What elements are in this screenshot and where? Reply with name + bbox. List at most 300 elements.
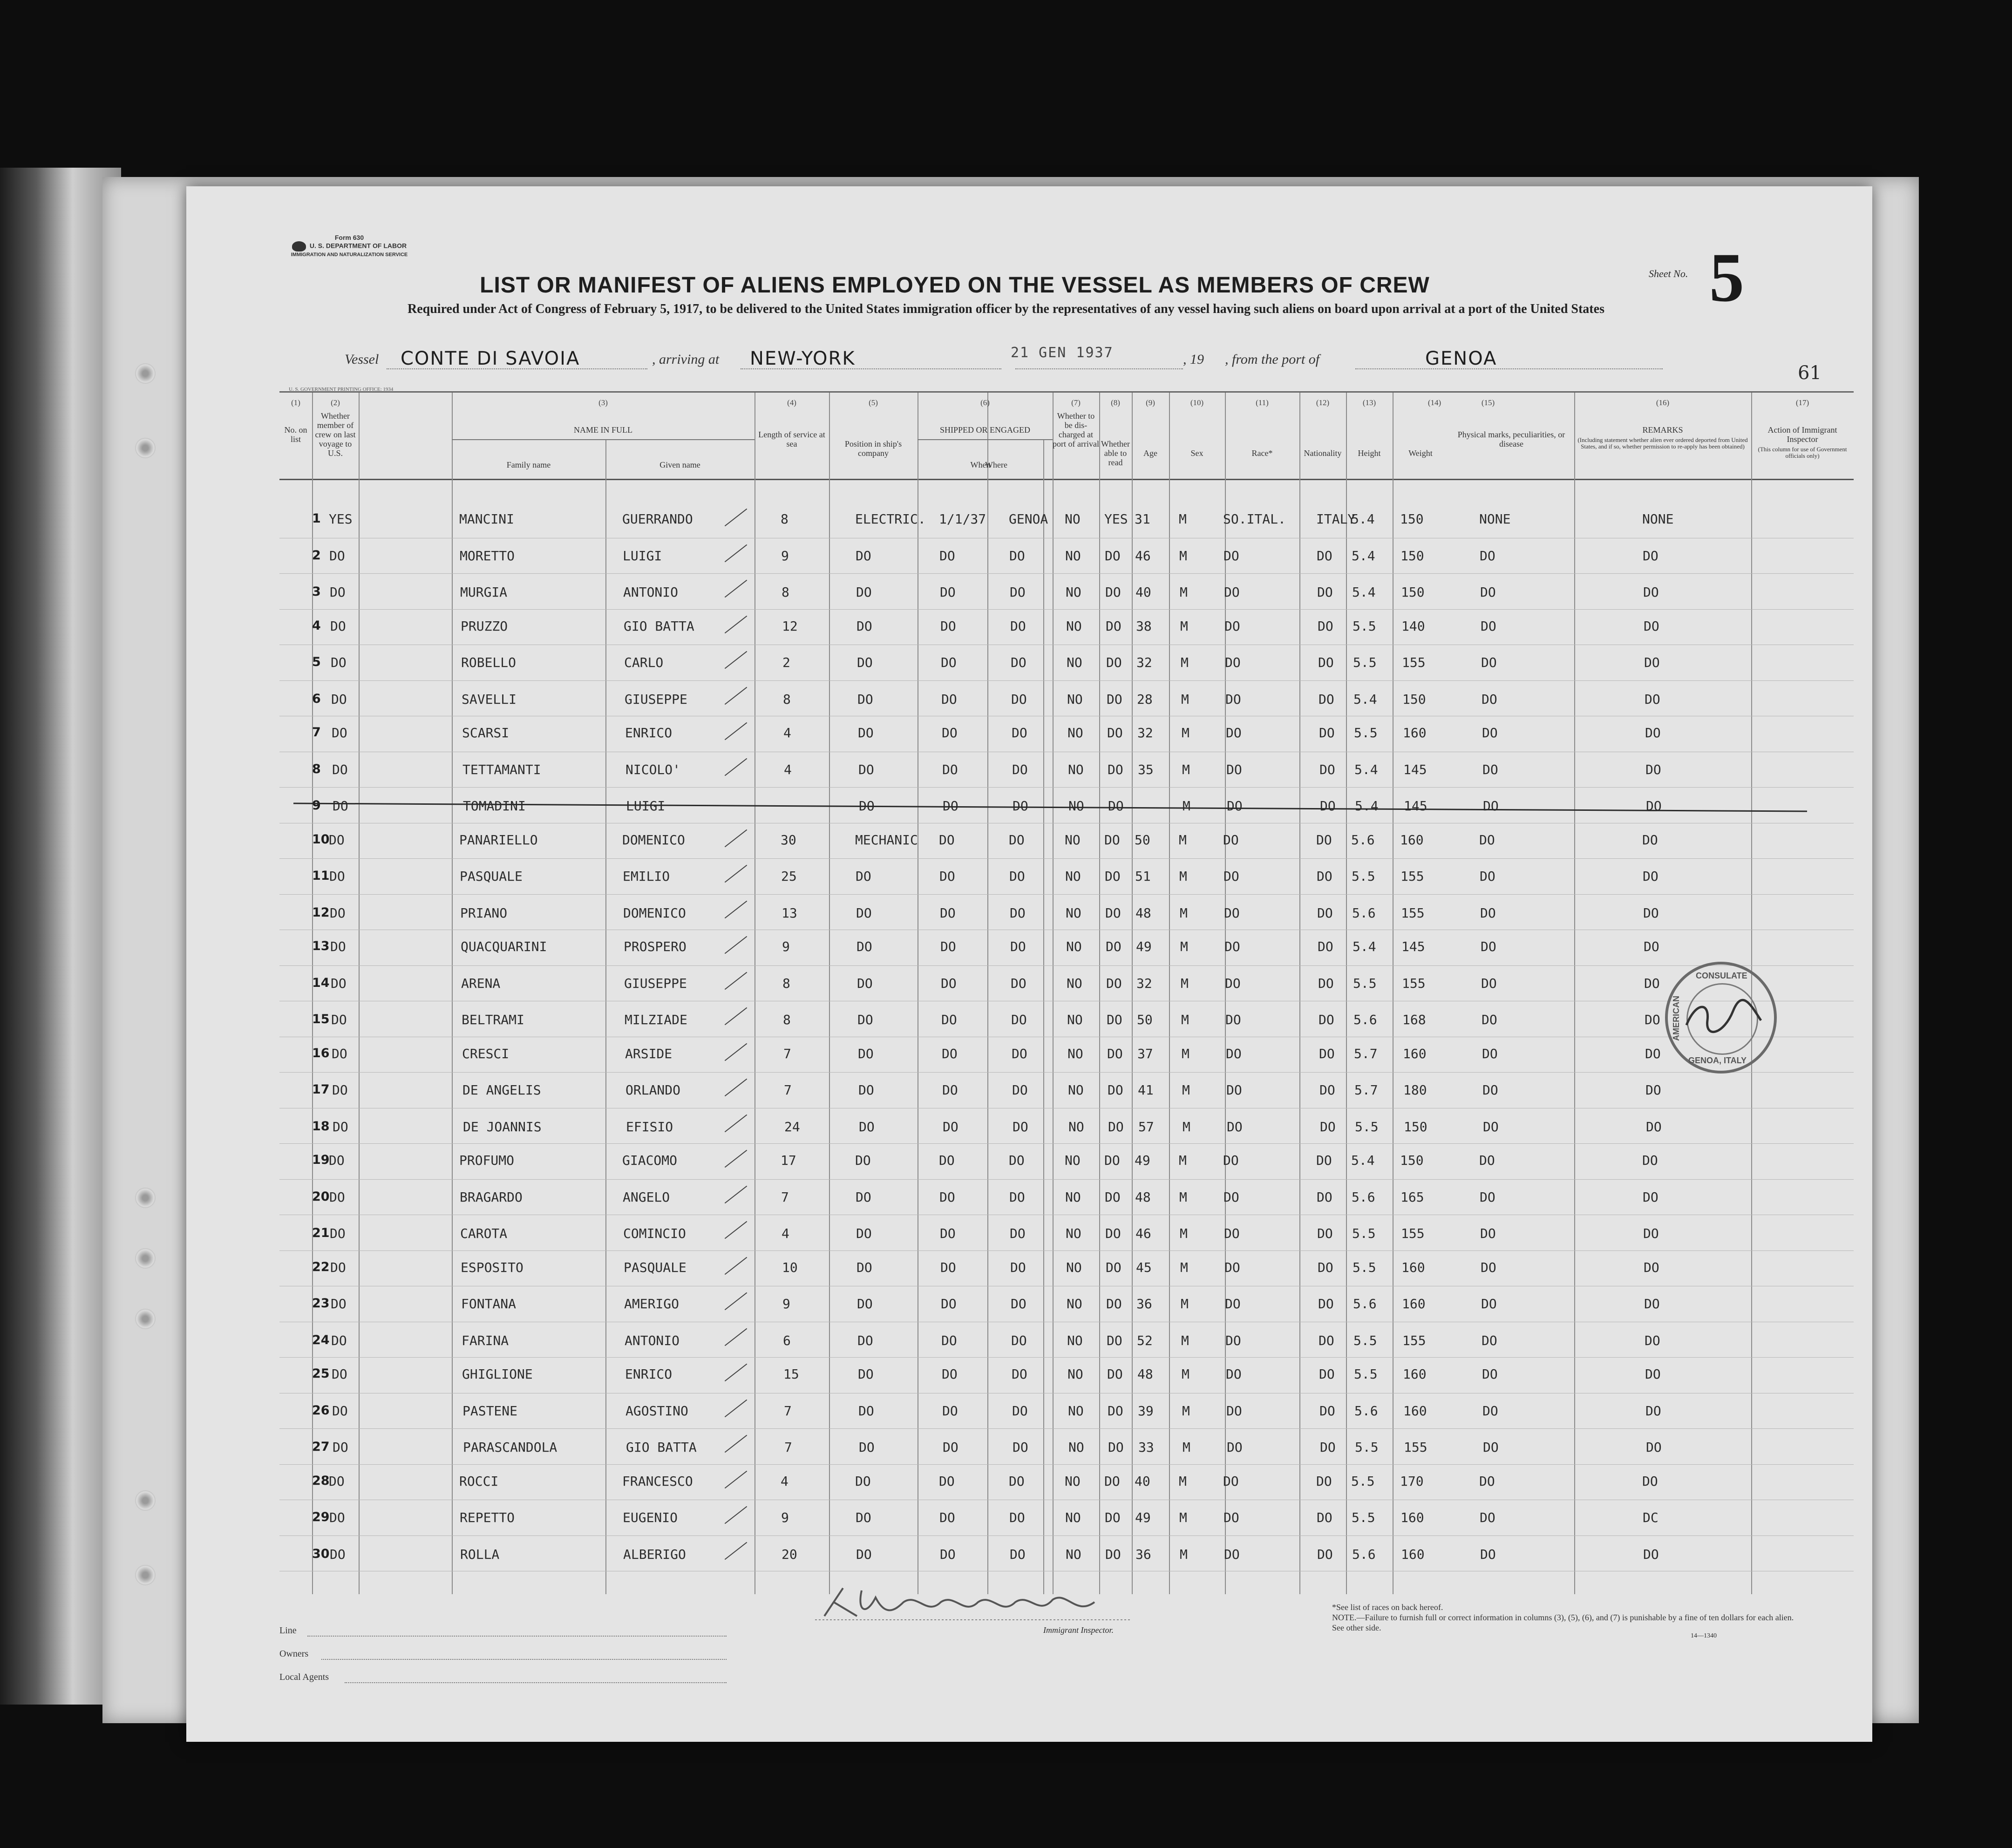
check-mark [725,580,748,598]
row-family-name: QUACQUARINI [461,939,547,954]
row-discharged: NO [1066,939,1082,954]
row-shipped-where: DO [1012,1046,1027,1061]
row-given-name: PASQUALE [624,1259,687,1275]
year-label: , 19 [1183,352,1204,367]
row-given-name: EFISIO [626,1119,673,1135]
row-physical-marks: DO [1482,1366,1498,1382]
row-length-of-service: 8 [781,511,788,527]
row-physical-marks: DO [1482,691,1497,707]
shipped-subcolumn-divider [1043,439,1044,1594]
table-row-rule [279,680,1854,681]
row-shipped-where: DO [1013,1440,1028,1455]
header-prior-voyage: Whether member of crew on last voyage to U.S. [315,411,356,458]
row-length-of-service: 9 [782,1296,790,1311]
row-remarks: DC [1643,1510,1659,1525]
header-position: Position in ship's company [844,439,902,458]
row-position: DO [859,1119,875,1135]
check-mark [725,1221,748,1239]
row-physical-marks: DO [1482,725,1498,741]
row-prior-voyage: DO [330,939,346,954]
row-able-to-read: DO [1105,548,1121,564]
row-sex: M [1182,1403,1190,1419]
row-height: 5.7 [1354,1046,1378,1061]
row-discharged: NO [1068,1119,1084,1135]
row-race: DO [1224,939,1240,954]
sheet-label: Sheet No. [1649,268,1688,279]
row-position: DO [856,1189,871,1205]
row-number: 20 [312,1189,330,1204]
row-prior-voyage: DO [329,1189,345,1205]
row-shipped-when: DO [941,691,957,707]
row-sex: M [1182,1046,1190,1061]
row-number: 22 [312,1259,330,1274]
row-length-of-service: 8 [782,975,790,991]
row-shipped-when: 1/1/37 [939,511,986,527]
check-mark [725,1506,748,1524]
row-height: 5.4 [1353,691,1377,707]
row-shipped-where: DO [1009,1473,1025,1489]
row-height: 5.4 [1352,548,1375,564]
row-shipped-when: DO [939,1473,955,1489]
row-position: DO [856,1259,872,1275]
row-race: DO [1224,869,1239,884]
row-family-name: PROFUMO [459,1153,515,1168]
row-nationality: DO [1319,1403,1335,1419]
row-shipped-when: DO [941,1296,957,1311]
row-nationality: DO [1317,548,1332,564]
row-shipped-when: DO [943,1119,958,1135]
row-nationality: DO [1320,1440,1336,1455]
row-position: DO [858,1366,874,1382]
row-remarks: DO [1643,1546,1659,1562]
row-able-to-read: DO [1107,1366,1123,1382]
row-remarks: DO [1644,618,1659,634]
row-number: 19 [312,1153,330,1167]
row-given-name: ANTONIO [623,584,679,600]
row-sex: M [1179,511,1187,527]
header-sex: Sex [1190,448,1203,458]
row-number: 10 [312,832,330,847]
row-number: 18 [312,1119,330,1134]
header-family-name: Family name [506,460,551,469]
footer-line-underline [307,1636,727,1637]
check-mark [725,1043,748,1061]
row-sex: M [1179,1189,1187,1205]
row-family-name: SCARSI [462,725,510,741]
row-family-name: GHIGLIONE [462,1366,533,1382]
row-nationality: DO [1317,1546,1333,1562]
name-subcolumn-divider [605,439,606,1594]
row-age: 51 [1135,869,1151,884]
row-race: DO [1227,1119,1243,1135]
row-shipped-when: DO [939,1510,955,1525]
row-age: 28 [1137,691,1153,707]
row-prior-voyage: DO [331,691,347,707]
row-prior-voyage: DO [330,618,346,634]
row-able-to-read: DO [1105,1546,1121,1562]
check-mark [725,1257,748,1275]
row-sex: M [1182,725,1190,741]
row-discharged: NO [1066,618,1082,634]
check-mark [725,686,748,705]
row-prior-voyage: DO [332,761,348,777]
row-given-name: ANTONIO [625,1332,680,1348]
row-height: 5.6 [1352,1546,1376,1562]
row-number: 4 [312,618,321,633]
row-prior-voyage: DO [331,1332,347,1348]
row-family-name: CAROTA [460,1226,508,1241]
row-height: 5.5 [1353,618,1376,634]
row-discharged: NO [1066,1259,1082,1275]
row-position: DO [858,761,874,777]
row-physical-marks: DO [1483,798,1499,814]
row-physical-marks: DO [1479,832,1495,848]
sheet-number: 5 [1709,239,1744,316]
row-age: 46 [1135,548,1151,564]
column-number: (6) [980,398,990,407]
row-shipped-when: DO [941,1012,957,1027]
row-length-of-service: 7 [784,1440,792,1455]
column-divider [359,393,360,1594]
row-number: 16 [312,1046,330,1060]
row-age: 48 [1135,905,1151,921]
row-family-name: MORETTO [460,548,515,564]
row-discharged: NO [1067,655,1082,670]
row-remarks: DO [1644,1296,1660,1311]
row-family-name: BRAGARDO [460,1189,523,1205]
arrival-date-stamp: 21 GEN 1937 [1011,345,1114,361]
row-race: DO [1227,1440,1243,1455]
row-height: 5.4 [1353,939,1376,954]
row-prior-voyage: DO [330,1259,346,1275]
row-age: 35 [1138,761,1154,777]
row-race: DO [1224,1546,1240,1562]
row-number: 28 [312,1473,330,1488]
row-race: DO [1226,761,1242,777]
row-race: DO [1226,1366,1242,1382]
row-remarks: DO [1645,1332,1660,1348]
row-race: DO [1224,618,1240,634]
row-position: DO [857,691,873,707]
row-weight: 145 [1404,798,1427,814]
row-physical-marks: DO [1480,1546,1496,1562]
row-discharged: NO [1067,1012,1083,1027]
row-height: 5.4 [1355,798,1379,814]
row-weight: 160 [1403,1046,1427,1061]
row-given-name: CARLO [624,655,664,670]
row-number: 15 [312,1012,330,1026]
row-number: 1 [312,511,321,526]
row-length-of-service: 8 [783,691,791,707]
check-mark [725,972,748,990]
check-mark [725,544,748,562]
row-remarks: DO [1644,1259,1659,1275]
row-height: 5.5 [1354,725,1378,741]
row-length-of-service: 20 [782,1546,797,1562]
row-race: DO [1224,905,1240,921]
from-port: GENOA [1425,348,1497,369]
row-length-of-service: 4 [783,725,791,741]
row-nationality: DO [1319,725,1335,741]
header-remarks: REMARKS [1642,425,1683,435]
column-divider [1225,393,1226,1594]
row-length-of-service: 7 [784,1403,792,1419]
row-shipped-where: DO [1011,1296,1026,1311]
row-nationality: DO [1319,691,1334,707]
manifest-sheet [186,186,1872,1742]
row-given-name: GIO BATTA [626,1440,697,1455]
row-remarks: DO [1643,1189,1659,1205]
row-shipped-where: DO [1009,1189,1025,1205]
row-weight: 160 [1400,832,1424,848]
row-sex: M [1183,1119,1190,1135]
page-subtitle: Required under Act of Congress of February 5, 1917, to be delivered to the United States immigration officer by the representatives of any vessel having such aliens on board upon arrival at a port of the United States [408,302,1604,316]
punch-hole [135,438,156,458]
row-discharged: NO [1067,1296,1082,1311]
check-mark [725,1114,748,1132]
row-weight: 165 [1400,1189,1424,1205]
row-number: 25 [312,1366,330,1381]
column-divider [829,393,830,1594]
inspector-signature [815,1583,1132,1625]
punch-hole [135,1248,156,1269]
row-height: 5.4 [1351,1153,1375,1168]
row-family-name: PRIANO [460,905,508,921]
row-age: 50 [1135,832,1150,848]
header-group-rule [452,439,754,440]
page-title: LIST OR MANIFEST OF ALIENS EMPLOYED ON THE VESSEL AS MEMBERS OF CREW [480,273,1430,298]
row-position: DO [859,798,875,814]
row-nationality: DO [1316,1153,1332,1168]
row-remarks: DO [1644,939,1659,954]
row-length-of-service: 4 [782,1226,789,1241]
row-shipped-where: DO [1012,1403,1028,1419]
header-remarks-sub: (Including statement whether alien ever ordered deported from United States, and if so, whether permission to re-apply has been obtained) [1577,436,1748,450]
check-mark [725,1185,748,1203]
row-family-name: PANARIELLO [459,832,538,848]
row-length-of-service: 9 [781,1510,789,1525]
row-height: 5.6 [1353,1012,1377,1027]
row-able-to-read: DO [1104,832,1120,848]
check-mark [725,1007,748,1026]
row-height: 5.6 [1351,832,1375,848]
consular-stamp-side-text: AMERICAN [1672,996,1681,1041]
punch-hole [135,1188,156,1208]
row-discharged: NO [1067,691,1083,707]
row-position: DO [856,939,872,954]
row-able-to-read: DO [1105,1226,1121,1241]
row-given-name: COMINCIO [623,1226,686,1241]
row-age: 32 [1136,655,1152,670]
table-row-rule [279,1464,1854,1465]
row-race: DO [1225,655,1241,670]
row-sex: M [1183,798,1190,814]
header-where: Where [985,460,1007,469]
row-sex: M [1179,1473,1187,1489]
printing-office-note: U. S. GOVERNMENT PRINTING OFFICE: 1934 [289,387,394,392]
row-shipped-where: DO [1010,1226,1026,1241]
row-weight: 160 [1400,1510,1424,1525]
row-shipped-when: DO [942,725,958,741]
row-number: 17 [312,1082,330,1097]
row-position: DO [856,1510,871,1525]
row-able-to-read: DO [1104,1153,1120,1168]
row-weight: 155 [1404,1440,1427,1455]
row-prior-voyage: DO [329,832,345,848]
row-able-to-read: DO [1108,798,1124,814]
row-able-to-read: DO [1107,1046,1123,1061]
row-shipped-when: DO [941,1332,957,1348]
row-position: DO [858,1403,874,1419]
row-discharged: NO [1065,1473,1081,1489]
row-remarks: DO [1642,1153,1658,1168]
penalty-note: NOTE.—Failure to furnish full or correct information in columns (3), (5), (6), and (7) is punishable by a fine of ten dollars for each alien. See other side. [1332,1613,1794,1632]
table-row-rule [279,1143,1854,1144]
row-remarks: DO [1645,1366,1661,1382]
row-length-of-service: 7 [784,1082,792,1098]
row-position: DO [857,975,873,991]
row-length-of-service: 30 [781,832,796,848]
row-length-of-service: 17 [781,1153,796,1168]
header-given-name: Given name [659,460,700,469]
column-number: (16) [1656,398,1670,407]
row-sex: M [1179,548,1187,564]
row-family-name: REPETTO [460,1510,515,1525]
row-prior-voyage: DO [330,584,346,600]
column-number: (13) [1362,398,1376,407]
row-age: 31 [1135,511,1150,527]
row-remarks: DO [1645,1046,1661,1061]
column-number: (11) [1256,398,1269,407]
column-divider [1299,393,1300,1594]
check-mark [725,1470,748,1488]
row-race: DO [1225,1296,1241,1311]
row-discharged: NO [1065,1153,1081,1168]
row-number: 5 [312,655,321,669]
row-discharged: NO [1068,761,1084,777]
row-sex: M [1181,1296,1189,1311]
row-physical-marks: NONE [1479,511,1511,527]
row-nationality: DO [1319,1082,1335,1098]
row-sex: M [1182,1082,1190,1098]
row-given-name: AGOSTINO [625,1403,688,1419]
row-weight: 168 [1402,1012,1426,1027]
row-prior-voyage: DO [330,1546,346,1562]
row-discharged: NO [1066,584,1081,600]
row-weight: 145 [1403,761,1427,777]
table-row-rule [279,965,1854,966]
check-mark [725,1150,748,1168]
row-discharged: NO [1065,832,1081,848]
row-able-to-read: DO [1106,655,1122,670]
row-discharged: NO [1067,1332,1083,1348]
row-sex: M [1180,939,1188,954]
header-when: When [970,460,991,469]
row-height: 5.5 [1353,975,1377,991]
row-nationality: DO [1317,869,1332,884]
vessel-label: Vessel [345,352,379,367]
row-able-to-read: DO [1105,1510,1121,1525]
row-prior-voyage: DO [333,1440,348,1455]
row-age: 41 [1138,1082,1154,1098]
row-shipped-where: DO [1010,584,1026,600]
row-remarks: DO [1646,798,1662,814]
row-sex: M [1181,975,1189,991]
row-prior-voyage: DO [331,1012,347,1027]
row-age: 39 [1138,1403,1154,1419]
row-weight: 155 [1402,1332,1426,1348]
row-shipped-when: DO [939,548,955,564]
row-nationality: DO [1318,1259,1333,1275]
row-sex: M [1181,655,1189,670]
row-nationality: DO [1319,1366,1335,1382]
row-able-to-read: DO [1108,1403,1123,1419]
column-divider [754,393,755,1594]
table-row-rule [279,573,1854,574]
row-sex: M [1181,691,1189,707]
row-nationality: DO [1319,1012,1334,1027]
row-height: 5.6 [1352,905,1376,921]
row-physical-marks: DO [1480,548,1495,564]
table-row-rule [279,1428,1854,1429]
row-height: 5.4 [1354,761,1378,777]
form-identifier [268,234,431,258]
row-discharged: NO [1067,725,1083,741]
row-height: 5.5 [1352,1510,1375,1525]
row-shipped-where: DO [1010,1259,1026,1275]
row-physical-marks: DO [1479,1153,1495,1168]
row-prior-voyage: DO [333,798,348,814]
row-discharged: NO [1067,975,1082,991]
header-weight: Weight [1408,448,1433,458]
row-number: 21 [312,1226,330,1240]
table-row-rule [279,858,1854,859]
header-discharged: Whether to be dis-charged at port of arrival [1053,411,1099,448]
row-nationality: DO [1318,618,1333,634]
row-shipped-when: DO [940,618,956,634]
row-shipped-when: DO [940,584,956,600]
row-shipped-where: DO [1010,618,1026,634]
row-height: 5.5 [1355,1119,1379,1135]
row-nationality: DO [1319,1046,1335,1061]
row-race: DO [1225,975,1241,991]
row-prior-voyage: DO [332,1082,348,1098]
footer-agents-label: Local Agents [279,1672,329,1682]
header-action: Action of Immigrant Inspector [1767,425,1837,444]
consular-signature-mark [1682,992,1766,1044]
row-height: 5.5 [1353,1332,1377,1348]
row-prior-voyage: DO [331,655,347,670]
row-shipped-where: DO [1009,832,1025,848]
row-prior-voyage: DO [329,1510,345,1525]
row-weight: 160 [1403,1403,1427,1419]
row-discharged: NO [1067,1046,1083,1061]
row-shipped-where: DO [1012,1082,1028,1098]
row-discharged: NO [1065,511,1081,527]
row-weight: 160 [1402,1296,1426,1311]
header-able-to-read: Whether able to read [1101,439,1130,467]
row-able-to-read: DO [1108,1440,1124,1455]
row-family-name: CRESCI [462,1046,510,1061]
row-shipped-where: DO [1009,869,1025,884]
row-race: DO [1227,798,1243,814]
row-discharged: NO [1065,1189,1081,1205]
row-race: DO [1224,548,1239,564]
row-physical-marks: DO [1480,1189,1495,1205]
row-discharged: NO [1066,1546,1081,1562]
row-position: DO [855,1153,871,1168]
row-prior-voyage: DO [331,1296,347,1311]
